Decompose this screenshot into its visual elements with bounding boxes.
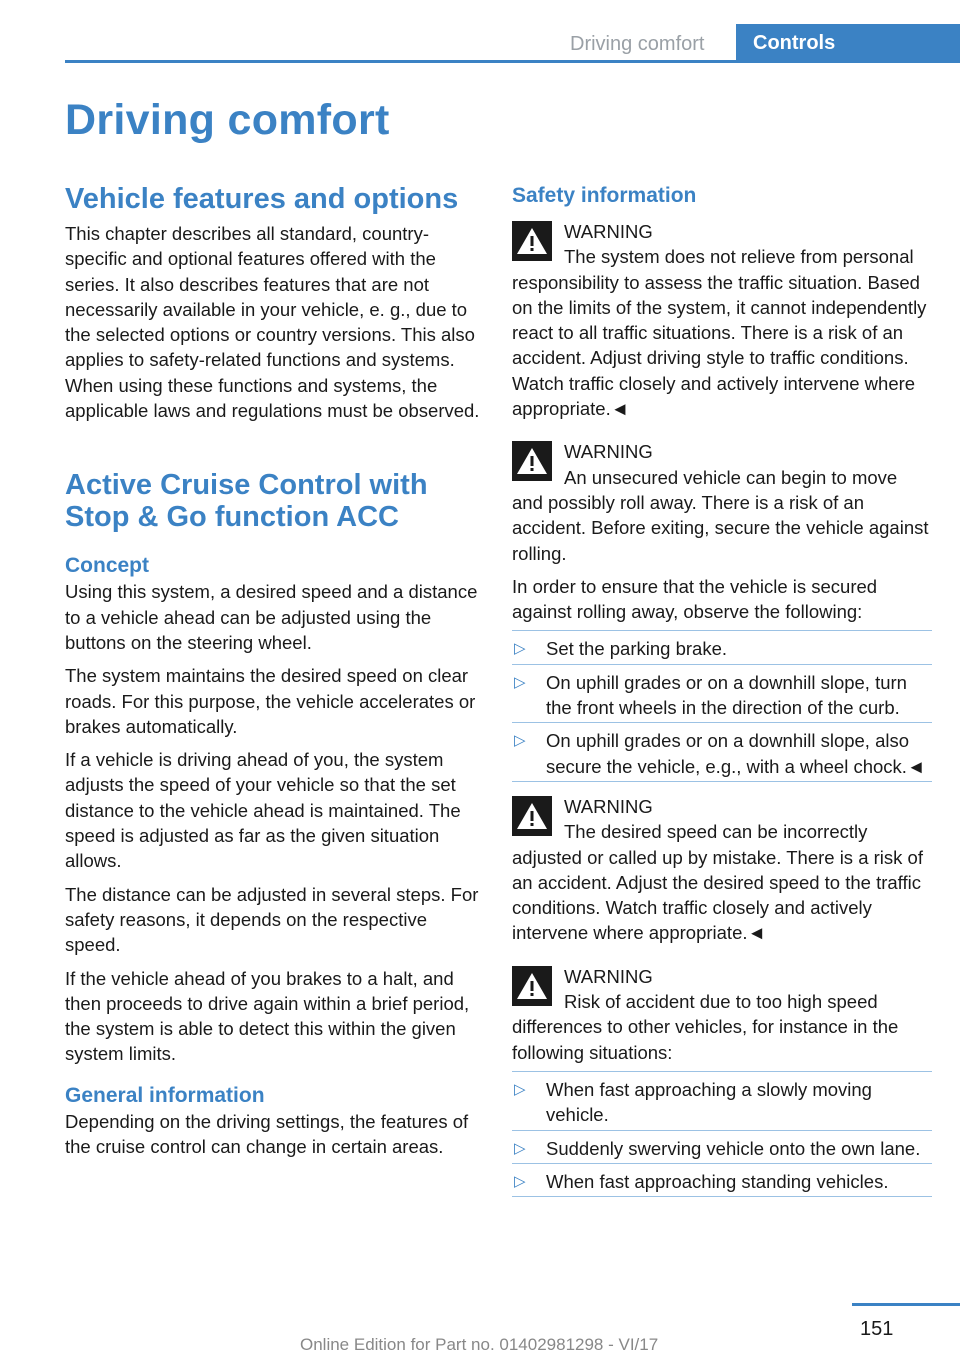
warning-label: WARNING xyxy=(564,221,653,242)
right-column xyxy=(512,183,932,1197)
warning-2 xyxy=(512,439,932,565)
warning-label: WARNING xyxy=(564,441,653,463)
bullet-triangle-icon: ▷ xyxy=(514,1139,526,1157)
warning-2-list xyxy=(512,630,932,781)
warning-4-text: Risk of accident due to too high speed differences to other vehicles, for instance in the following situations: xyxy=(512,991,899,1063)
warning-label: WARNING xyxy=(564,965,653,987)
paragraph-features: This chapter describes all standard, country-specific and optional features offered with the series. It also describes features that are not necessarily available in your vehicle, e. g., due to the selected options or country versions. This also applies to safety-related functions and systems. When using these functions and systems, the applicable laws and regulations must be observed. xyxy=(65,223,480,422)
warning-2-text: An unsecured vehicle can begin to move and possibly roll away. There is a risk of an accident. Before exiting, secure the vehicle against rolling. xyxy=(512,466,929,564)
heading-concept: Concept xyxy=(65,554,149,578)
list-item: ▷ Set the parking brake. xyxy=(512,630,932,663)
warning-4-list xyxy=(512,1071,932,1197)
bullet-triangle-icon: ▷ xyxy=(514,673,526,691)
warning-label: WARNING xyxy=(564,795,653,817)
paragraph-concept-2: The system maintains the desired speed on clear roads. For this purpose, the vehicle accelerates or brakes automatically. xyxy=(65,665,476,737)
list-item: ▷ When fast approaching standing vehicles. xyxy=(512,1163,932,1197)
heading-general: General information xyxy=(65,1083,265,1107)
list-item: ▷ When fast approaching a slowly moving vehicle. xyxy=(512,1071,932,1130)
edition-note: Online Edition for Part no. 01402981298 - VI/17 xyxy=(300,1335,659,1354)
paragraph-concept-1: Using this system, a desired speed and a distance to a vehicle ahead can be adjusted using the buttons on the steering wheel. xyxy=(65,581,478,653)
footer-rule xyxy=(852,1303,960,1306)
paragraph-general: Depending on the driving settings, the features of the cruise control can change in certain areas. xyxy=(65,1110,469,1158)
header-section: Driving comfort xyxy=(570,33,705,55)
page-title: Driving comfort xyxy=(65,96,390,144)
warning-4 xyxy=(512,964,932,1065)
warning-triangle-icon xyxy=(512,966,552,1006)
warning-3 xyxy=(512,794,932,946)
header-tab: Controls xyxy=(736,24,960,63)
list-item: ▷ On uphill grades or on a downhill slope, also secure the vehicle, e.g., with a wheel chock.◄ xyxy=(512,722,932,782)
page-number: 151 xyxy=(860,1318,894,1340)
warning-3-text: The desired speed can be incorrectly adjusted or called up by mistake. There is a risk of an accident. Adjust the desired speed to the traffic conditions. Watch traffic closely and actively intervene where appropriate.◄ xyxy=(512,821,923,944)
warning-triangle-icon xyxy=(512,441,552,481)
bullet-triangle-icon: ▷ xyxy=(514,1172,526,1190)
warning-triangle-icon xyxy=(512,221,552,261)
paragraph-concept-5: If the vehicle ahead of you brakes to a halt, and then proceeds to drive again within a brief period, the system is able to detect this within the given system limits. xyxy=(65,967,470,1065)
paragraph-concept-3: If a vehicle is driving ahead of you, the system adjusts the speed of your vehicle so that the set distance to the vehicle ahead is maintained. The speed is adjusted as far as the given situation allows. xyxy=(65,749,461,872)
bullet-triangle-icon: ▷ xyxy=(514,732,526,750)
heading-features: Vehicle features and options xyxy=(65,183,459,215)
paragraph-concept-4: The distance can be adjusted in several steps. For safety reasons, it depends on the respective speed. xyxy=(65,883,479,956)
warning-1-text: The system does not relieve from personal responsibility to assess the traffic situation. Based on the limits of the system, it cannot independently react to all traffic situations. There is a risk of an accident. Adjust driving style to traffic conditions. Watch traffic closely and actively intervene where appropriate.◄ xyxy=(512,246,927,420)
heading-safety: Safety information xyxy=(512,184,697,207)
list-item: ▷ On uphill grades or on a downhill slope, turn the front wheels in the direction of the curb. xyxy=(512,664,932,723)
warning-1 xyxy=(512,219,932,421)
heading-acc: Active Cruise Control with Stop & Go function ACC xyxy=(65,469,428,534)
warning-2-intro: In order to ensure that the vehicle is secured against rolling away, observe the following: xyxy=(512,575,878,623)
left-column xyxy=(65,183,485,1159)
list-item: ▷ Suddenly swerving vehicle onto the own lane. xyxy=(512,1130,932,1163)
warning-triangle-icon xyxy=(512,796,552,836)
bullet-triangle-icon: ▷ xyxy=(514,1080,526,1098)
bullet-triangle-icon: ▷ xyxy=(514,640,526,658)
